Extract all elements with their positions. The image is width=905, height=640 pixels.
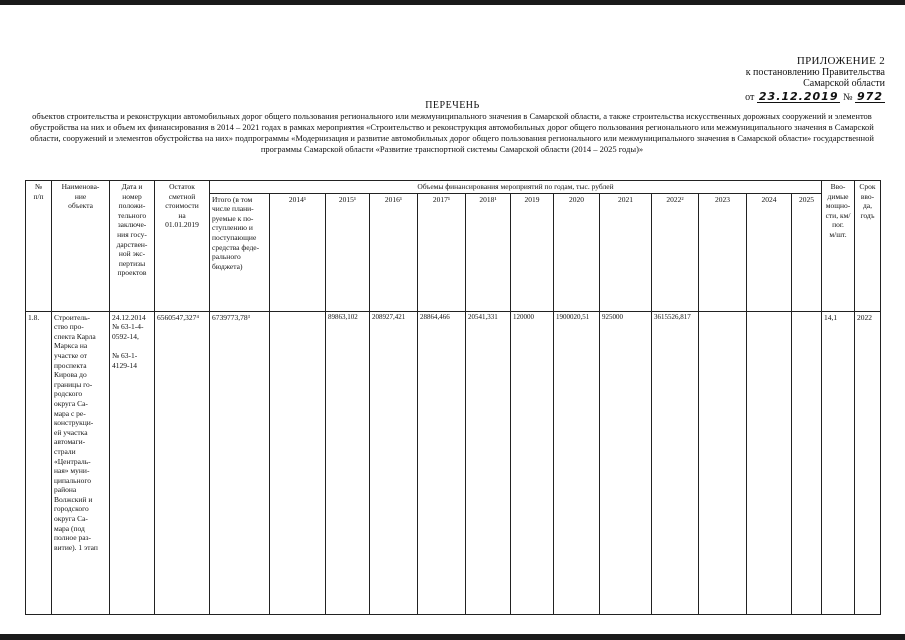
table-row [26, 311, 881, 614]
handwritten-number: 972 [857, 90, 883, 103]
col-header-date: Дата и номер положи- тельного заключе- ния госу- дарствен- ной экс- пертизы проектов [110, 181, 155, 312]
cell-year: 28864,466 [418, 311, 466, 614]
cell-year [747, 311, 792, 614]
col-header-year: 2021 [600, 193, 652, 311]
col-header-volumes: Объемы финансирования мероприятий по годам, тыс. рублей [210, 181, 822, 194]
cell-year: 208927,421 [370, 311, 418, 614]
from-prefix: от [745, 92, 755, 103]
cell-num: 1.8. [26, 311, 52, 614]
cell-year: 89863,102 [326, 311, 370, 614]
appendix-line-1: к постановлению Правительства [745, 67, 885, 78]
cell-year [792, 311, 822, 614]
col-header-year: 2022² [652, 193, 699, 311]
col-header-year: 2020 [554, 193, 600, 311]
col-header-balance: Остаток сметной стоимости на 01.01.2019 [155, 181, 210, 312]
col-header-term: Срок вво- да, годъ [855, 181, 881, 312]
col-header-year: 2017¹ [418, 193, 466, 311]
col-header-num: № п/п [26, 181, 52, 312]
cell-year: 120000 [511, 311, 554, 614]
col-header-name: Наименова- ние объекта [52, 181, 110, 312]
col-header-year: 2025 [792, 193, 822, 311]
appendix-title: ПРИЛОЖЕНИЕ 2 [796, 55, 885, 67]
cell-total: 6739773,78³ [210, 311, 270, 614]
cell-balance: 6560547,327⁴ [155, 311, 210, 614]
handwritten-date: 23.12.2019 [758, 90, 839, 103]
document-description: объектов строительства и реконструкции автомобильных дорог общего пользования регионального или межмуниципального значения в Самарской области, а также строительства искусственных дорожных сооружений и элементов обустройства на них и объем их финансирования в 2014 – 2021 годах в рамках мероприятия «Строительство и реконструкция автомобильных дорог общего пользования регионального или межмуниципального значения в Самарской области, сооружений и элементов обустройства на них» подпрограммы «Модернизация и развитие автомобильных дорог общего пользования регионального или межмуниципального значения в Самарской области» государственной программы Самарской области «Развитие транспортной системы Самарской области (2014 – 2025 годы)» [30, 111, 874, 154]
bottom-scan-border [0, 634, 905, 640]
cell-term: 2022 [855, 311, 881, 614]
cell-year [699, 311, 747, 614]
col-header-year: 2015¹ [326, 193, 370, 311]
col-header-year: 2016¹ [370, 193, 418, 311]
document-heading: ПЕРЕЧЕНЬ [425, 100, 480, 111]
col-header-year: 2014¹ [270, 193, 326, 311]
col-header-year: 2023 [699, 193, 747, 311]
cell-capacity: 14,1 [822, 311, 855, 614]
header-row-1 [26, 181, 881, 194]
cell-name: Строитель- ство про- спекта Карла Маркса на участке от проспекта Кирова до границы го- родского округа Са- мара с ре- конструкци- ей участка автомаги- страли «Централь- ная» муни- ципального района Волжский и городского округа Са- мара (под полное раз- витие). 1 этап [52, 311, 110, 614]
financing-table [25, 180, 881, 615]
cell-year: 3615526,817 [652, 311, 699, 614]
number-sign: № [842, 92, 853, 103]
cell-year: 20541,331 [466, 311, 511, 614]
appendix-block [685, 56, 885, 103]
cell-year [270, 311, 326, 614]
col-header-year: 2019 [511, 193, 554, 311]
col-header-total: Итого (в том числе плани- руемые к по- ступлению и поступающие средства феде- рального бюджета) [210, 193, 270, 311]
cell-date: 24.12.2014 № 63-1-4- 0592-14, № 63-1- 4129-14 [110, 311, 155, 614]
col-header-capacity: Вво- димые мощно- сти, км/ пог. м/шт. [822, 181, 855, 312]
cell-year: 925000 [600, 311, 652, 614]
top-scan-border [0, 0, 905, 5]
cell-year: 1900020,51 [554, 311, 600, 614]
col-header-year: 2018¹ [466, 193, 511, 311]
appendix-line-2: Самарской области [803, 78, 885, 89]
col-header-year: 2024 [747, 193, 792, 311]
